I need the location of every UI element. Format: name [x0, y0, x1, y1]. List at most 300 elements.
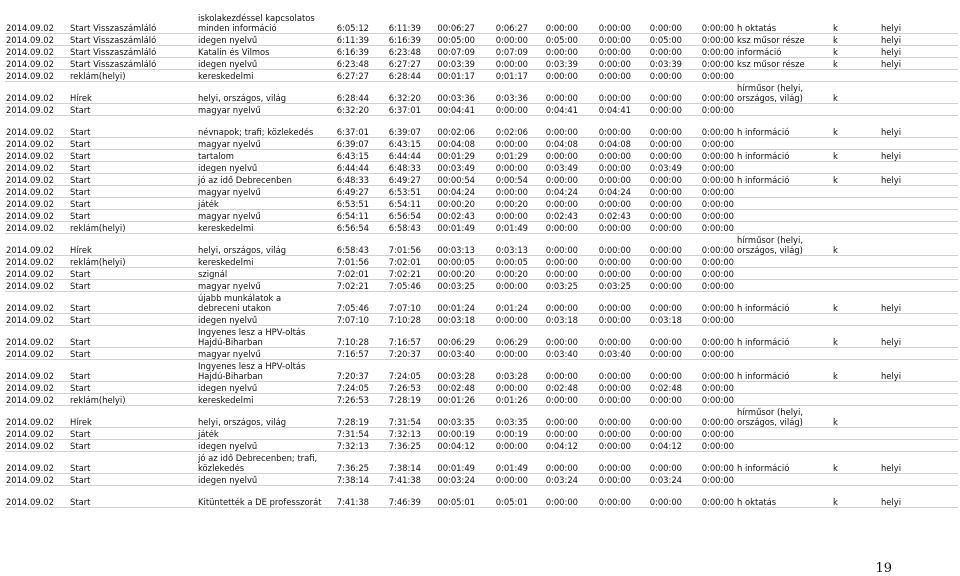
table-row	[5, 440, 958, 452]
cell-scope	[880, 314, 958, 326]
cell-date: 2014.09.02	[5, 406, 69, 428]
cell-program: Start	[69, 150, 197, 162]
cell-scope: helyi	[880, 46, 958, 58]
cell-category: h információ	[736, 292, 832, 314]
table-row	[5, 428, 958, 440]
cell-date: 2014.09.02	[5, 428, 69, 440]
cell-flag	[832, 348, 880, 360]
cell-time-e: 0:00:00	[684, 292, 736, 314]
cell-end-time: 7:41:38	[371, 474, 423, 486]
cell-time-b: 0:00:00	[530, 222, 580, 234]
cell-time-d: 0:04:12	[633, 440, 684, 452]
cell-duration: 00:03:25	[423, 280, 477, 292]
cell-time-a: 0:01:49	[477, 452, 530, 474]
cell-scope	[880, 162, 958, 174]
cell-start-time: 6:49:27	[323, 186, 371, 198]
cell-end-time: 7:16:57	[371, 326, 423, 348]
cell-category	[736, 70, 832, 82]
cell-content: idegen nyelvű	[197, 382, 323, 394]
cell-time-c: 0:00:00	[580, 116, 633, 138]
cell-category: hírműsor (helyi, országos, világ)	[736, 234, 832, 256]
cell-content: jó az idő Debrecenben	[197, 174, 323, 186]
cell-time-b: 0:00:00	[530, 268, 580, 280]
cell-duration: 00:03:13	[423, 234, 477, 256]
cell-time-a: 0:05:01	[477, 486, 530, 508]
cell-start-time: 6:32:20	[323, 104, 371, 116]
cell-scope	[880, 268, 958, 280]
cell-flag	[832, 162, 880, 174]
cell-scope	[880, 186, 958, 198]
cell-time-e: 0:00:00	[684, 280, 736, 292]
cell-end-time: 6:54:11	[371, 198, 423, 210]
cell-time-b: 0:03:18	[530, 314, 580, 326]
table-row	[5, 58, 958, 70]
cell-time-c: 0:00:00	[580, 382, 633, 394]
cell-program: Start	[69, 280, 197, 292]
cell-time-d: 0:00:00	[633, 104, 684, 116]
cell-end-time: 7:24:05	[371, 360, 423, 382]
cell-time-a: 0:03:36	[477, 82, 530, 104]
cell-time-d: 0:00:00	[633, 234, 684, 256]
cell-content: kereskedelmi	[197, 394, 323, 406]
cell-category	[736, 104, 832, 116]
cell-scope	[880, 82, 958, 104]
table-row	[5, 116, 958, 138]
cell-time-a: 0:07:09	[477, 46, 530, 58]
cell-date: 2014.09.02	[5, 70, 69, 82]
cell-time-c: 0:00:00	[580, 162, 633, 174]
cell-time-c: 0:00:00	[580, 174, 633, 186]
cell-end-time: 6:58:43	[371, 222, 423, 234]
cell-date: 2014.09.02	[5, 256, 69, 268]
cell-program: Hírek	[69, 406, 197, 428]
table-row	[5, 150, 958, 162]
cell-time-a: 0:00:00	[477, 280, 530, 292]
cell-scope	[880, 234, 958, 256]
cell-duration: 00:03:28	[423, 360, 477, 382]
cell-time-b: 0:03:24	[530, 474, 580, 486]
cell-start-time: 7:26:53	[323, 394, 371, 406]
cell-content: magyar nyelvű	[197, 348, 323, 360]
cell-program: Start	[69, 360, 197, 382]
cell-start-time: 7:05:46	[323, 292, 371, 314]
cell-end-time: 7:36:25	[371, 440, 423, 452]
cell-scope: helyi	[880, 360, 958, 382]
cell-scope: helyi	[880, 486, 958, 508]
cell-program: Start	[69, 268, 197, 280]
cell-flag	[832, 382, 880, 394]
cell-scope	[880, 280, 958, 292]
cell-time-a: 0:00:00	[477, 348, 530, 360]
cell-start-time: 6:27:27	[323, 70, 371, 82]
cell-date: 2014.09.02	[5, 474, 69, 486]
cell-time-c: 0:00:00	[580, 486, 633, 508]
cell-end-time: 7:32:13	[371, 428, 423, 440]
cell-content: Katalin és Vilmos	[197, 46, 323, 58]
cell-time-a: 0:01:29	[477, 150, 530, 162]
cell-duration: 00:05:00	[423, 34, 477, 46]
cell-category: információ	[736, 46, 832, 58]
cell-time-b: 0:03:25	[530, 280, 580, 292]
cell-time-e: 0:00:00	[684, 394, 736, 406]
cell-content: magyar nyelvű	[197, 138, 323, 150]
cell-time-d: 0:03:49	[633, 162, 684, 174]
cell-content: helyi, országos, világ	[197, 82, 323, 104]
cell-duration: 00:03:18	[423, 314, 477, 326]
table-row	[5, 174, 958, 186]
cell-date: 2014.09.02	[5, 116, 69, 138]
cell-time-d: 0:00:00	[633, 222, 684, 234]
cell-program: Start	[69, 486, 197, 508]
cell-duration: 00:03:40	[423, 348, 477, 360]
cell-content: játék	[197, 428, 323, 440]
cell-scope	[880, 138, 958, 150]
cell-flag	[832, 428, 880, 440]
cell-category: h információ	[736, 150, 832, 162]
table-row	[5, 104, 958, 116]
cell-time-d: 0:00:00	[633, 292, 684, 314]
cell-time-b: 0:00:00	[530, 116, 580, 138]
cell-time-c: 0:00:00	[580, 82, 633, 104]
cell-start-time: 7:02:21	[323, 280, 371, 292]
table-row	[5, 314, 958, 326]
cell-duration: 00:01:24	[423, 292, 477, 314]
cell-time-d: 0:00:00	[633, 70, 684, 82]
cell-category	[736, 382, 832, 394]
cell-content: tartalom	[197, 150, 323, 162]
cell-category: hírműsor (helyi, országos, világ)	[736, 406, 832, 428]
cell-time-e: 0:00:00	[684, 452, 736, 474]
cell-time-c: 0:00:00	[580, 34, 633, 46]
cell-time-c: 0:00:00	[580, 452, 633, 474]
cell-flag: k	[832, 2, 880, 34]
cell-time-a: 0:00:00	[477, 210, 530, 222]
cell-time-e: 0:00:00	[684, 82, 736, 104]
cell-time-a: 0:03:35	[477, 406, 530, 428]
cell-flag: k	[832, 58, 880, 70]
cell-flag: k	[832, 486, 880, 508]
table-row	[5, 382, 958, 394]
cell-content: iskolakezdéssel kapcsolatos minden információ	[197, 2, 323, 34]
cell-duration: 00:00:54	[423, 174, 477, 186]
cell-time-d: 0:03:24	[633, 474, 684, 486]
cell-time-c: 0:00:00	[580, 150, 633, 162]
cell-content: helyi, országos, világ	[197, 234, 323, 256]
cell-scope	[880, 406, 958, 428]
cell-content: jó az idő Debrecenben; trafi, közlekedés	[197, 452, 323, 474]
cell-content: idegen nyelvű	[197, 58, 323, 70]
cell-category	[736, 162, 832, 174]
cell-time-a: 0:03:28	[477, 360, 530, 382]
cell-time-b: 0:00:00	[530, 70, 580, 82]
cell-time-e: 0:00:00	[684, 198, 736, 210]
cell-duration: 00:02:48	[423, 382, 477, 394]
cell-flag: k	[832, 326, 880, 348]
cell-start-time: 6:53:51	[323, 198, 371, 210]
cell-time-e: 0:00:00	[684, 70, 736, 82]
cell-time-c: 0:03:25	[580, 280, 633, 292]
cell-end-time: 6:43:15	[371, 138, 423, 150]
cell-time-a: 0:00:00	[477, 34, 530, 46]
table-row	[5, 2, 958, 34]
cell-flag	[832, 104, 880, 116]
cell-category	[736, 394, 832, 406]
cell-category: h oktatás	[736, 486, 832, 508]
cell-time-c: 0:00:00	[580, 474, 633, 486]
cell-time-d: 0:00:00	[633, 116, 684, 138]
cell-flag: k	[832, 116, 880, 138]
cell-content: idegen nyelvű	[197, 314, 323, 326]
cell-flag	[832, 314, 880, 326]
cell-duration: 00:04:12	[423, 440, 477, 452]
table-row	[5, 348, 958, 360]
cell-end-time: 6:28:44	[371, 70, 423, 82]
cell-category: h információ	[736, 174, 832, 186]
cell-category: h információ	[736, 326, 832, 348]
cell-time-e: 0:00:00	[684, 210, 736, 222]
cell-end-time: 7:05:46	[371, 280, 423, 292]
cell-time-c: 0:03:40	[580, 348, 633, 360]
cell-date: 2014.09.02	[5, 46, 69, 58]
cell-end-time: 6:32:20	[371, 82, 423, 104]
cell-time-d: 0:00:00	[633, 174, 684, 186]
cell-time-a: 0:00:00	[477, 58, 530, 70]
cell-scope	[880, 222, 958, 234]
cell-time-e: 0:00:00	[684, 326, 736, 348]
cell-date: 2014.09.02	[5, 280, 69, 292]
cell-program: reklám(helyi)	[69, 256, 197, 268]
cell-end-time: 6:39:07	[371, 116, 423, 138]
cell-program: Start	[69, 138, 197, 150]
cell-time-b: 0:02:43	[530, 210, 580, 222]
cell-content: magyar nyelvű	[197, 280, 323, 292]
cell-duration: 00:03:36	[423, 82, 477, 104]
cell-flag: k	[832, 82, 880, 104]
cell-date: 2014.09.02	[5, 104, 69, 116]
cell-time-d: 0:00:00	[633, 486, 684, 508]
cell-time-e: 0:00:00	[684, 382, 736, 394]
cell-duration: 00:00:19	[423, 428, 477, 440]
cell-program: Start	[69, 440, 197, 452]
cell-flag: k	[832, 452, 880, 474]
cell-duration: 00:00:20	[423, 268, 477, 280]
cell-program: Start	[69, 452, 197, 474]
cell-start-time: 6:23:48	[323, 58, 371, 70]
cell-time-c: 0:04:08	[580, 138, 633, 150]
cell-duration: 00:04:08	[423, 138, 477, 150]
cell-flag	[832, 198, 880, 210]
cell-content: szignál	[197, 268, 323, 280]
cell-duration: 00:07:09	[423, 46, 477, 58]
table-row	[5, 394, 958, 406]
cell-program: Start	[69, 116, 197, 138]
cell-time-a: 0:01:24	[477, 292, 530, 314]
cell-time-b: 0:03:49	[530, 162, 580, 174]
cell-scope: helyi	[880, 150, 958, 162]
cell-time-a: 0:00:00	[477, 440, 530, 452]
cell-time-c: 0:00:00	[580, 256, 633, 268]
cell-scope: helyi	[880, 34, 958, 46]
cell-time-d: 0:00:00	[633, 2, 684, 34]
cell-time-d: 0:00:00	[633, 138, 684, 150]
cell-duration: 00:04:41	[423, 104, 477, 116]
cell-content: újabb munkálatok a debreceni utakon	[197, 292, 323, 314]
cell-date: 2014.09.02	[5, 394, 69, 406]
cell-program: reklám(helyi)	[69, 222, 197, 234]
cell-duration: 00:01:17	[423, 70, 477, 82]
cell-time-c: 0:02:43	[580, 210, 633, 222]
cell-time-d: 0:00:00	[633, 394, 684, 406]
cell-date: 2014.09.02	[5, 138, 69, 150]
cell-time-c: 0:00:00	[580, 428, 633, 440]
table-row	[5, 256, 958, 268]
cell-start-time: 6:48:33	[323, 174, 371, 186]
cell-program: Start	[69, 186, 197, 198]
table-row	[5, 70, 958, 82]
cell-start-time: 7:07:10	[323, 314, 371, 326]
table-row	[5, 474, 958, 486]
cell-start-time: 7:20:37	[323, 360, 371, 382]
cell-date: 2014.09.02	[5, 174, 69, 186]
cell-category	[736, 198, 832, 210]
cell-time-d: 0:00:00	[633, 198, 684, 210]
cell-time-b: 0:00:00	[530, 150, 580, 162]
cell-scope: helyi	[880, 174, 958, 186]
cell-start-time: 6:37:01	[323, 116, 371, 138]
cell-date: 2014.09.02	[5, 440, 69, 452]
cell-scope	[880, 440, 958, 452]
cell-category: ksz műsor része	[736, 34, 832, 46]
cell-time-e: 0:00:00	[684, 348, 736, 360]
cell-time-a: 0:03:13	[477, 234, 530, 256]
cell-time-c: 0:00:00	[580, 440, 633, 452]
cell-time-e: 0:00:00	[684, 222, 736, 234]
table-row	[5, 406, 958, 428]
cell-program: Hírek	[69, 82, 197, 104]
cell-date: 2014.09.02	[5, 34, 69, 46]
cell-time-c: 0:04:41	[580, 104, 633, 116]
cell-duration: 00:01:26	[423, 394, 477, 406]
cell-date: 2014.09.02	[5, 382, 69, 394]
cell-end-time: 6:56:54	[371, 210, 423, 222]
cell-flag	[832, 138, 880, 150]
cell-time-b: 0:00:00	[530, 394, 580, 406]
cell-date: 2014.09.02	[5, 326, 69, 348]
cell-time-d: 0:00:00	[633, 406, 684, 428]
cell-time-d: 0:00:00	[633, 186, 684, 198]
cell-time-d: 0:00:00	[633, 46, 684, 58]
cell-time-a: 0:00:19	[477, 428, 530, 440]
cell-program: Start	[69, 348, 197, 360]
cell-category: hírműsor (helyi, országos, világ)	[736, 82, 832, 104]
cell-date: 2014.09.02	[5, 486, 69, 508]
cell-duration: 00:02:06	[423, 116, 477, 138]
cell-time-b: 0:03:40	[530, 348, 580, 360]
cell-time-c: 0:00:00	[580, 326, 633, 348]
cell-content: magyar nyelvű	[197, 210, 323, 222]
cell-start-time: 6:56:54	[323, 222, 371, 234]
cell-end-time: 6:23:48	[371, 46, 423, 58]
cell-date: 2014.09.02	[5, 186, 69, 198]
cell-start-time: 7:41:38	[323, 486, 371, 508]
cell-flag: k	[832, 174, 880, 186]
cell-time-e: 0:00:00	[684, 138, 736, 150]
cell-time-a: 0:01:49	[477, 222, 530, 234]
cell-date: 2014.09.02	[5, 452, 69, 474]
cell-end-time: 7:20:37	[371, 348, 423, 360]
table-row	[5, 326, 958, 348]
cell-time-c: 0:04:24	[580, 186, 633, 198]
cell-end-time: 7:02:01	[371, 256, 423, 268]
cell-flag: k	[832, 34, 880, 46]
table-row	[5, 268, 958, 280]
cell-flag	[832, 280, 880, 292]
cell-program: Start	[69, 474, 197, 486]
cell-content: névnapok; trafi; közlekedés	[197, 116, 323, 138]
cell-time-b: 0:02:48	[530, 382, 580, 394]
table-row	[5, 360, 958, 382]
cell-time-a: 0:06:29	[477, 326, 530, 348]
cell-time-b: 0:00:00	[530, 452, 580, 474]
cell-time-a: 0:00:00	[477, 162, 530, 174]
cell-time-d: 0:00:00	[633, 326, 684, 348]
cell-duration: 00:04:24	[423, 186, 477, 198]
cell-time-e: 0:00:00	[684, 314, 736, 326]
cell-category	[736, 186, 832, 198]
cell-content: játék	[197, 198, 323, 210]
cell-time-e: 0:00:00	[684, 46, 736, 58]
cell-duration: 00:03:49	[423, 162, 477, 174]
cell-flag	[832, 222, 880, 234]
cell-start-time: 7:02:01	[323, 268, 371, 280]
cell-duration: 00:03:35	[423, 406, 477, 428]
cell-duration: 00:00:20	[423, 198, 477, 210]
cell-scope	[880, 70, 958, 82]
cell-flag	[832, 440, 880, 452]
cell-flag: k	[832, 46, 880, 58]
cell-time-a: 0:00:00	[477, 104, 530, 116]
cell-time-a: 0:00:00	[477, 138, 530, 150]
cell-date: 2014.09.02	[5, 348, 69, 360]
cell-time-e: 0:00:00	[684, 34, 736, 46]
cell-time-b: 0:05:00	[530, 34, 580, 46]
cell-end-time: 6:49:27	[371, 174, 423, 186]
cell-start-time: 7:01:56	[323, 256, 371, 268]
cell-time-b: 0:00:00	[530, 82, 580, 104]
cell-time-b: 0:04:41	[530, 104, 580, 116]
cell-time-b: 0:03:39	[530, 58, 580, 70]
broadcast-log-table	[5, 2, 958, 508]
cell-time-b: 0:00:00	[530, 486, 580, 508]
cell-date: 2014.09.02	[5, 58, 69, 70]
cell-start-time: 6:05:12	[323, 2, 371, 34]
cell-program: reklám(helyi)	[69, 70, 197, 82]
cell-scope: helyi	[880, 292, 958, 314]
cell-time-a: 0:00:00	[477, 474, 530, 486]
cell-time-c: 0:00:00	[580, 314, 633, 326]
cell-time-e: 0:00:00	[684, 428, 736, 440]
cell-category: h információ	[736, 360, 832, 382]
cell-time-b: 0:00:00	[530, 428, 580, 440]
cell-end-time: 6:44:44	[371, 150, 423, 162]
cell-duration: 00:06:27	[423, 2, 477, 34]
cell-start-time: 7:38:14	[323, 474, 371, 486]
cell-end-time: 7:31:54	[371, 406, 423, 428]
cell-end-time: 7:01:56	[371, 234, 423, 256]
cell-end-time: 6:16:39	[371, 34, 423, 46]
cell-time-d: 0:00:00	[633, 280, 684, 292]
cell-date: 2014.09.02	[5, 314, 69, 326]
